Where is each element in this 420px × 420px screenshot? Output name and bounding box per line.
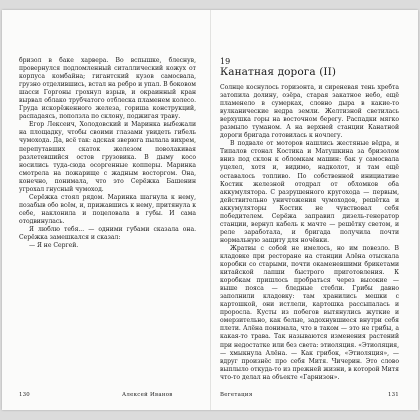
running-head-author: Алексей Иванов: [122, 392, 173, 398]
paragraph: Я люблю тебя... — одними губами сказала она. Серёжка замешкался и сказал:: [19, 225, 196, 242]
paragraph: Жратвы с собой не имелось, но им повезло. В кладовке при ресторане на станции Алёна отыскала коробки со старыми, почти окаменевшими брикетами китайской лапши быстрого приготовления. К коробкам пришлось пробраться через высокие — выше пояса — бледные стебли. Грибы давно заполнили кладовку: там хранились мешки с картошкой, они истлели, картошка рассыпалась и проросла. Кусты из побегов вытянулись жуткие и омерзительно, как белые, задохнувшиеся внутри себя плети. Алёна понимала, что в таком — это не грибы, а какая-то трава. Так называются изменения растений при недостатке или без света: этиоляция. «Этиоляция, — хмыкнула Алёна. — Как грибок, «Этиоляция», — вдруг произнёс про себя Митя. Чичерин. Это слово выплыло откуда-то из прежней жизни, в которой Митя что-то делал на объекте «Гарнизон».: [220, 244, 399, 381]
paragraph: В подвале от моторов нашлись жестяные вёдра, и Типалов стонал Костика и Матушкина за бризолом вниз под склон к обломкам машин: бак у самосвала уцелел, хотя и, видимо, надколот, и там ещё оставалось топливо. По собственной инициативе Костик железной отодрал от обломков оба аккумулятора. С разрушенного кругохода — первым, действительно уничтожения чумоходов, решётка и аккумуляторы Костик не чувствовал себя победителем. Серёжа заправил дизель-генератор станции, вернул кабель к мачте — решётку светом, и реле заработала, и бригада получила почти нормальную защиту для ночёвки.: [220, 140, 399, 244]
book-spread: [2, 10, 418, 410]
running-head-title: Вегетация: [220, 392, 253, 398]
paragraph: — Я не Сергей.: [29, 242, 79, 250]
chapter-title: Канатная дорога (II): [220, 66, 337, 78]
paragraph: бризол в баке харвера. Во вспышке, блеснув, провернулся подломленный ситаллический кожух от корпуса комбайна; гигантский кузов самосвала, грузно отделившись, встал на ребро и упал. В боковом шасси Горгоны грохнул взрыв, и окраинный кран вырвал облако трубчатого отблеска пламенем колесо. Груда искорёженного железа, гориша конструкций, распадаясь, поползла по склону, поджигая траву.: [19, 57, 196, 121]
right-page-body: [220, 84, 399, 382]
chapter-number: 19: [220, 57, 231, 66]
page-number: 131: [388, 392, 399, 398]
paragraph: Егор Лексеич, Холодовский и Маринка выбежали на площадку, чтобы своими глазами увидеть гибель чумохода. Да, всё так: адская зверюга пылала вихрем, перепутавших скаток железом поволакивая разлетевшийся остов грузовика. В дыму косо носились туда-сюда осоргенные копперы. Маринка смотрела на пожарище с жадным восторгом. Она, конечно, понимала, что это Серёжка Башенин угрохал гнусный чумоход.: [19, 121, 196, 193]
right-page: [211, 10, 418, 410]
left-page: [2, 10, 210, 410]
paragraph: Серёжка стоял рядом. Маринка шагнула к нему, позабыв обо всём, и, прижавшись к нему, притянула к себе, наклонила и поцеловала в губы. И сама отодвинулась.: [19, 193, 196, 225]
left-page-body: [19, 57, 196, 250]
page-number: 130: [19, 392, 30, 398]
paragraph: Солнце коснулось горизонта, и сиреневая тень хребта затопила долину, озёра, старая закатное небо, ещё пламенело в сумерках, словно дыра в какие-то вулканические недра земли. Желтизной светилась верхушка горы на восточном берегу. Распадки мягко размыло туманом. А на верхней станции Канатной дороги бригада готовилась к ночлегу.: [220, 84, 399, 140]
